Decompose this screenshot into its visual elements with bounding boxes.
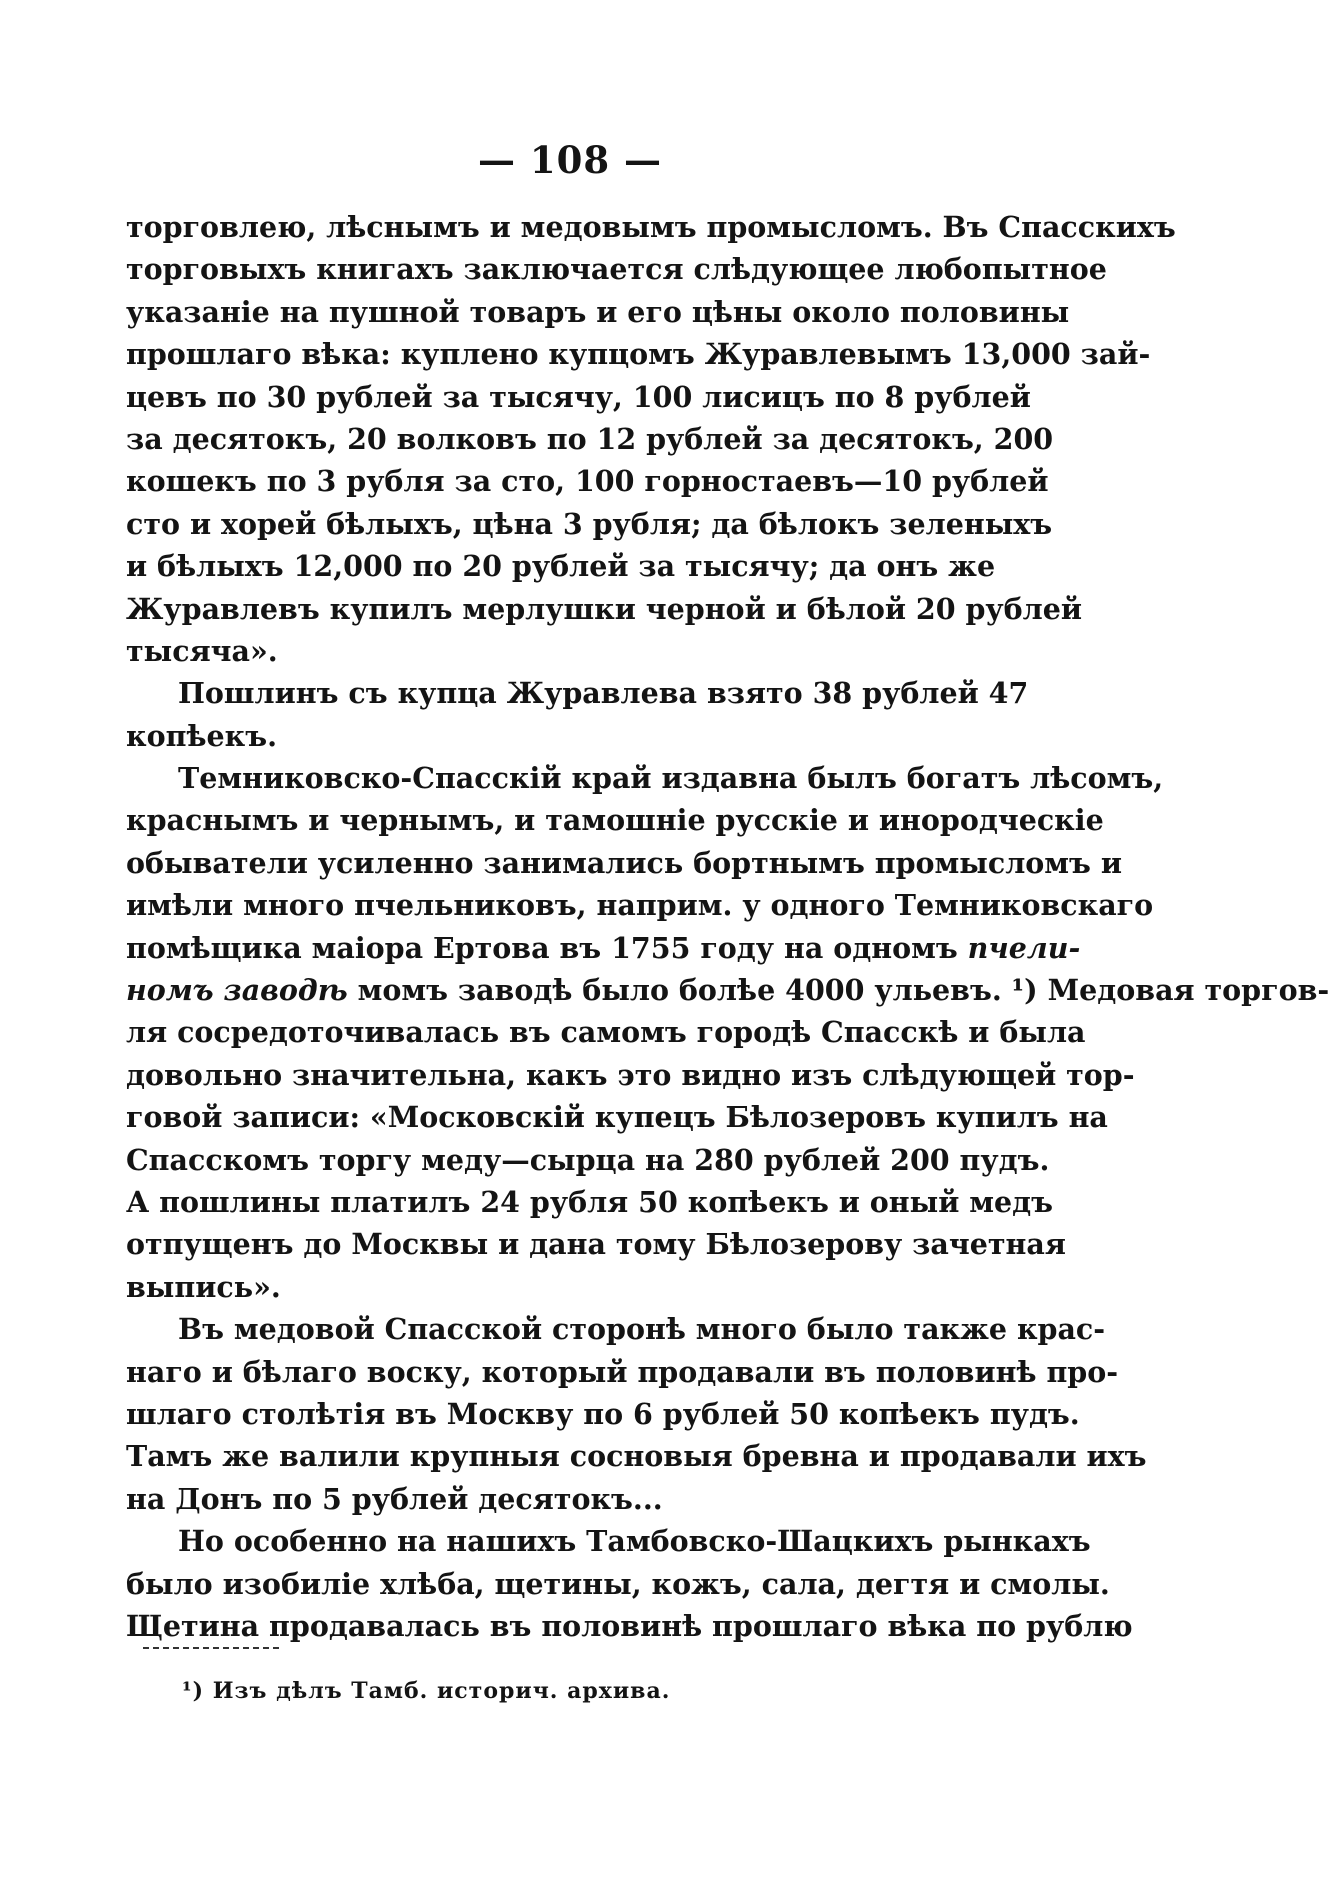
italic-segment: номъ заводѣ [126, 973, 348, 1008]
footnote: ¹) Изъ дѣлъ Тамб. историч. архива. [182, 1678, 671, 1704]
text-line: выпись». [126, 1269, 281, 1304]
text-line: сто и хорей бѣлыхъ, цѣна 3 рубля; да бѣлокъ зеленыхъ [126, 506, 1053, 541]
text-line: Пошлинъ съ купца Журавлева взято 38 рублей 47 [178, 676, 1029, 711]
text-line: Спасскомъ торгу меду—сырца на 280 рублей 200 пудъ. [126, 1142, 1050, 1177]
text-line: Но особенно на нашихъ Тамбовско-Шацкихъ рынкахъ [178, 1524, 1091, 1559]
text-line: цевъ по 30 рублей за тысячу, 100 лисицъ по 8 рублей [126, 379, 1031, 414]
text-line: ля сосредоточивалась въ самомъ городѣ Спасскѣ и была [126, 1015, 1086, 1050]
italic-segment: пчели- [967, 930, 1081, 965]
text-line: имѣли много пчельниковъ, наприм. у одного Темниковскаго [126, 888, 1154, 923]
text-line: наго и бѣлаго воску, который продавали въ половинѣ про- [126, 1354, 1119, 1389]
text-segment: момъ заводѣ было болѣе 4000 ульевъ. ¹) Медовая торгов- [357, 973, 1329, 1008]
text-line: и бѣлыхъ 12,000 по 20 рублей за тысячу; да онъ же [126, 549, 996, 584]
text-segment: помѣщика маіора Ертова въ 1755 году на одномъ [126, 930, 958, 965]
text-line: торговлею, лѣснымъ и медовымъ промысломъ. Въ Спасскихъ [126, 210, 1176, 244]
footnote-divider [143, 1647, 279, 1649]
text-line: отпущенъ до Москвы и дана тому Бѣлозерову зачетная [126, 1227, 1066, 1262]
text-line: указаніе на пушной товаръ и его цѣны около половины [126, 294, 1070, 329]
text-line: довольно значительна, какъ это видно изъ слѣдующей тор- [126, 1057, 1135, 1092]
body-text [126, 206, 1329, 1647]
text-line: краснымъ и чернымъ, и тамошніе русскіе и инородческіе [126, 803, 1104, 838]
text-line: за десятокъ, 20 волковъ по 12 рублей за десятокъ, 200 [126, 421, 1054, 456]
text-line: Темниковско-Спасскій край издавна былъ богатъ лѣсомъ, [178, 761, 1164, 796]
text-line: говой записи: «Московскій купецъ Бѣлозеровъ купилъ на [126, 1100, 1108, 1135]
paragraph [126, 672, 1029, 757]
text-line: торговыхъ книгахъ заключается слѣдующее любопытное [126, 252, 1107, 287]
paragraph [126, 206, 1176, 672]
text-line: А пошлины платилъ 24 рубля 50 копѣекъ и оный медъ [126, 1184, 1054, 1219]
paragraph [126, 1520, 1133, 1647]
text-line-with-italic [126, 927, 1081, 969]
text-line: прошлаго вѣка: куплено купцомъ Журавлевымъ 13,000 зай- [126, 337, 1151, 372]
page-number: — 108 — [478, 138, 662, 182]
text-line: Журавлевъ купилъ мерлушки черной и бѣлой 20 рублей [126, 591, 1083, 626]
text-line: Въ медовой Спасской сторонѣ много было также крас- [178, 1312, 1106, 1347]
text-line: копѣекъ. [126, 718, 277, 753]
text-line: кошекъ по 3 рубля за сто, 100 горностаевъ—10 рублей [126, 464, 1049, 499]
text-line: Щетина продавалась въ половинѣ прошлаго вѣка по рублю [126, 1608, 1133, 1643]
text-line: обыватели усиленно занимались бортнымъ промысломъ и [126, 845, 1122, 880]
paragraph [126, 1308, 1147, 1520]
text-line: тысяча». [126, 633, 278, 668]
text-line: Тамъ же валили крупныя сосновыя бревна и продавали ихъ [126, 1439, 1147, 1474]
text-line: было изобиліе хлѣба, щетины, кожъ, сала, дегтя и смолы. [126, 1566, 1110, 1601]
text-line: на Донъ по 5 рублей десятокъ... [126, 1481, 663, 1516]
text-line: шлаго столѣтія въ Москву по 6 рублей 50 копѣекъ пудъ. [126, 1396, 1080, 1431]
paragraph [126, 757, 1329, 1308]
text-line-with-italic [126, 969, 1329, 1011]
